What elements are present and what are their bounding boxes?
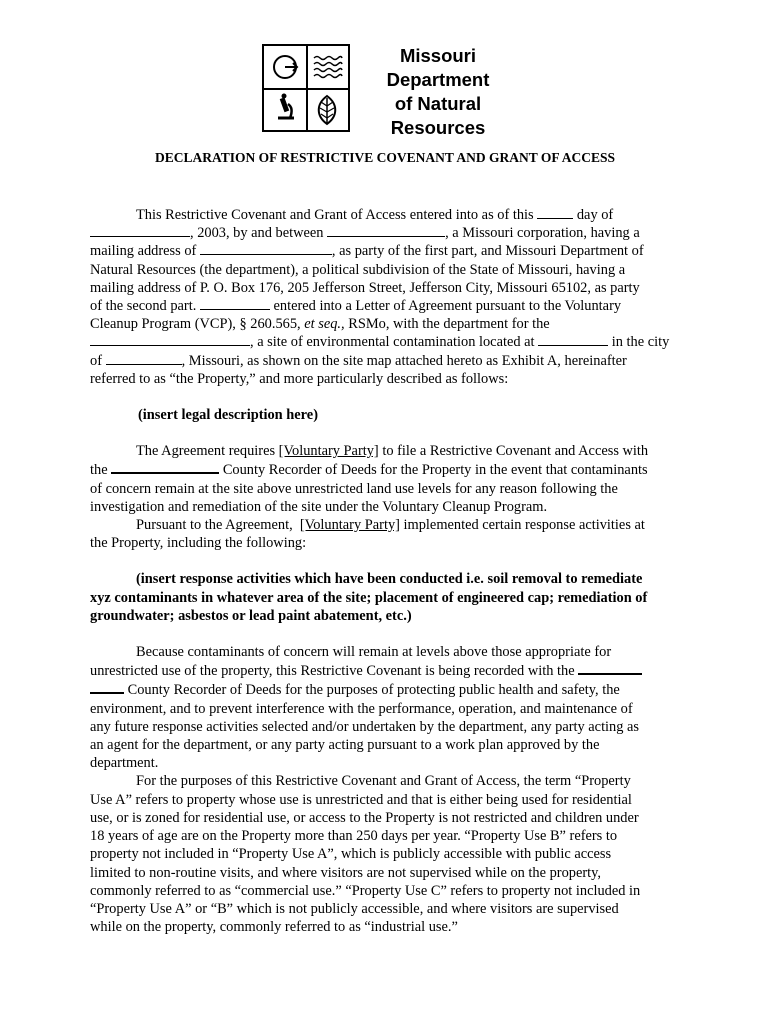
city-blank[interactable] [106, 352, 182, 365]
paragraph-agreement: The Agreement requires [Voluntary Party] to file a Restrictive Covenant and Access with the County Recorder of Deeds for the Property in the event that contaminants of concern remain at the site above unrestricted land use levels for any reason following the investigation and remediation of the site under the Voluntary Cleanup Program. Pursuant to the Agreement, [Voluntary Party] implemented certain response activities at the Property, including the following: [90, 443, 649, 552]
mailing-address-blank[interactable] [200, 242, 332, 255]
logo-symbols-icon [264, 46, 348, 130]
voluntary-party-field[interactable]: [Voluntary Party] [299, 517, 400, 534]
site-name-blank[interactable] [90, 333, 250, 346]
org-line-3: of Natural [394, 93, 482, 114]
county-blank[interactable] [111, 460, 219, 474]
county-blank-2b[interactable] [90, 680, 124, 694]
paragraph-property-use: For the purposes of this Restrictive Covenant and Grant of Access, the term “Property Use A” refers to property whose use is unrestricted and that is either being used for residential use, or is zoned for residential use, or access to the Property is not restricted and children under 18 years of age are on the Property more than 250 days per year. “Property Use B” refers to property not included in “Property Use A”, which is publicly accessible with public access limited to non-routine visits, and where visitors are not supervised while on the property, commonly referred to as “commercial use.” “Property Use C” refers to property not included in “Property Use A” or “B” which is not publicly accessible, and where visitors are supervised while on the property, commonly referred to as “industrial use.” [90, 773, 641, 936]
legal-description-placeholder: (insert legal description here) [138, 407, 318, 424]
org-line-1: Missouri [399, 45, 477, 66]
day-blank[interactable] [537, 206, 573, 219]
voluntary-party-field[interactable]: [Voluntary Party] [278, 443, 379, 460]
response-activities-placeholder: (insert response activities which have been conducted i.e. soil removal to remediate xyz contaminants in whatever area of the site; placement of engineered cap; remediation of groundwater; asbestos or lead paint abatement, etc.) [90, 571, 648, 624]
county-blank-2[interactable] [578, 661, 642, 675]
letterhead [262, 44, 522, 140]
paragraph-recording: Because contaminants of concern will remain at levels above those appropriate for unrestricted use of the property, this Restrictive Covenant is being recorded with the County Recorder of Deeds for the purposes of protecting public health and safety, the environment, and to prevent interference with the performance, operation, and maintenance of any future response activities selected and/or undertaken by the department, any party acting as an agent for the department, or any party acting pursuant to a work plan approved by the department. [90, 643, 690, 772]
org-line-4: Resources [390, 117, 486, 138]
dnr-logo [262, 44, 350, 132]
document-body [90, 206, 690, 936]
party-name-blank[interactable] [327, 224, 445, 237]
month-blank[interactable] [90, 224, 190, 237]
organization-name [358, 44, 518, 140]
site-location-blank[interactable] [538, 333, 608, 346]
org-line-2: Department [386, 69, 490, 90]
paragraph-parties: This Restrictive Covenant and Grant of Access entered into as of this day of , 2003, by and between , a Missouri corporation, having a mailing address of , as party of the first part, and Missouri Department of Natural Resources (the department), a political subdivision of the State of Missouri, having a mailing address of P. O. Box 176, 205 Jefferson Street, Jefferson City, Missouri 65102, as party of the second part. entered into a Letter of Agreement pursuant to the Voluntary Cleanup Program (VCP), § 260.565, et seq., RSMo, with the department for the , a site of environmental contamination located at in the city of , Missouri, as shown on the site map attached hereto as Exhibit A, hereinafter referred to as “the Property,” and more particularly described as follows: [90, 207, 670, 387]
party-blank[interactable] [200, 297, 270, 310]
document-title: DECLARATION OF RESTRICTIVE COVENANT AND GRANT OF ACCESS [155, 150, 615, 165]
